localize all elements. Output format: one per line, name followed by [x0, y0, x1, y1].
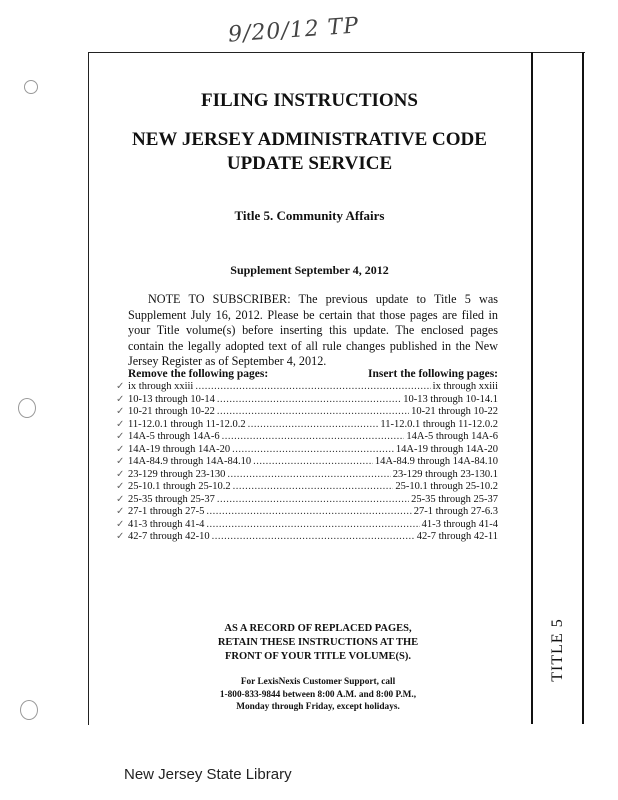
tab-divider — [531, 52, 533, 724]
table-header — [128, 368, 498, 380]
title-name: Title 5. Community Affairs — [234, 208, 385, 223]
insert-pages: 25-35 through 25-37 — [411, 493, 498, 505]
page-heading: FILING INSTRUCTIONS — [201, 90, 418, 111]
leader-dots — [195, 381, 430, 394]
handwritten-note: 9/20/12 TP — [227, 13, 360, 48]
insert-pages: 41-3 through 41-4 — [421, 518, 498, 530]
title-tab — [538, 610, 578, 690]
page-subheading — [88, 128, 531, 176]
leader-dots — [222, 431, 405, 444]
remove-pages: 14A-5 through 14A-6 — [128, 431, 220, 442]
leader-dots — [206, 519, 419, 532]
subheading-line: NEW JERSEY ADMINISTRATIVE CODE — [132, 129, 487, 150]
library-stamp: New Jersey State Library — [124, 766, 292, 783]
checkmark-icon: ✓ — [116, 418, 125, 430]
record-line: FRONT OF YOUR TITLE VOLUME(S). — [225, 651, 411, 662]
table-row — [116, 518, 498, 532]
checkmark-icon: ✓ — [116, 518, 125, 530]
table-row — [116, 493, 498, 507]
remove-pages: 42-7 through 42-10 — [128, 531, 210, 542]
table-row — [116, 531, 498, 544]
insert-pages: 23-129 through 23-130.1 — [392, 468, 498, 480]
table-row — [116, 406, 498, 419]
title-tab-label: TITLE 5 — [549, 618, 566, 682]
checkmark-icon: ✓ — [116, 393, 125, 405]
insert-header: Insert the following pages: — [367, 368, 498, 380]
leader-dots — [248, 419, 379, 432]
punch-hole-mark — [24, 80, 38, 94]
table-row — [116, 506, 498, 519]
customer-support-info — [168, 676, 468, 714]
remove-pages: 14A-84.9 through 14A-84.10 — [128, 456, 252, 467]
table-row — [116, 456, 498, 469]
leader-dots — [233, 481, 394, 494]
checkmark-icon: ✓ — [116, 506, 125, 517]
table-row — [116, 381, 498, 394]
leader-dots — [217, 394, 401, 407]
remove-pages: 10-21 through 10-22 — [128, 406, 215, 417]
remove-pages: 14A-19 through 14A-20 — [128, 443, 231, 455]
checkmark-icon: ✓ — [116, 431, 125, 442]
leader-dots — [212, 531, 415, 544]
support-line: 1-800-833-9844 between 8:00 A.M. and 8:00 P.M., — [219, 689, 417, 700]
insert-pages: 25-10.1 through 25-10.2 — [395, 481, 498, 492]
insert-pages: 14A-19 through 14A-20 — [395, 443, 498, 455]
insert-pages: 10-13 through 10-14.1 — [403, 393, 498, 405]
checkmark-icon: ✓ — [116, 443, 125, 455]
subscriber-note: NOTE TO SUBSCRIBER: The previous update to Title 5 was Supplement July 16, 2012. Please be certain that those pages are filed in your Title volume(s) before inserting this update. The enclosed pages contain the legally adopted text of all rule changes published in the New Jersey Register as of September 4, 2012. — [128, 292, 498, 368]
page-replacement-table — [116, 368, 498, 544]
table-row — [116, 418, 498, 432]
insert-pages: 27-1 through 27-6.3 — [413, 506, 498, 517]
support-line: Monday through Friday, except holidays. — [236, 702, 400, 712]
table-row — [116, 481, 498, 494]
record-line: RETAIN THESE INSTRUCTIONS AT THE — [217, 637, 419, 648]
punch-hole-mark — [20, 700, 38, 720]
remove-header: Remove the following pages: — [128, 368, 269, 380]
leader-dots — [253, 456, 373, 469]
leader-dots — [217, 494, 409, 507]
insert-pages: ix through xxiii — [432, 381, 498, 392]
remove-pages: 41-3 through 41-4 — [128, 518, 205, 530]
checkmark-icon: ✓ — [116, 456, 125, 467]
remove-pages: 25-10.1 through 25-10.2 — [128, 481, 231, 492]
checkmark-icon: ✓ — [116, 381, 125, 392]
checkmark-icon: ✓ — [116, 468, 125, 480]
record-instructions — [188, 622, 448, 664]
leader-dots — [232, 444, 394, 457]
subheading-line: UPDATE SERVICE — [226, 153, 393, 174]
table-row — [116, 431, 498, 444]
checkmark-icon: ✓ — [116, 493, 125, 505]
leader-dots — [227, 469, 390, 482]
record-line: AS A RECORD OF REPLACED PAGES, — [224, 623, 412, 634]
frame-edge — [582, 52, 584, 724]
remove-pages: 23-129 through 23-130 — [128, 468, 226, 480]
insert-pages: 14A-84.9 through 14A-84.10 — [374, 456, 498, 467]
insert-pages: 11-12.0.1 through 11-12.0.2 — [380, 418, 498, 430]
checkmark-icon: ✓ — [116, 531, 125, 542]
remove-pages: 25-35 through 25-37 — [128, 493, 215, 505]
insert-pages: 14A-5 through 14A-6 — [406, 431, 498, 442]
remove-pages: 10-13 through 10-14 — [128, 393, 215, 405]
table-row — [116, 468, 498, 482]
table-row — [116, 393, 498, 407]
insert-pages: 42-7 through 42-11 — [416, 531, 498, 542]
checkmark-icon: ✓ — [116, 481, 125, 492]
remove-pages: ix through xxiii — [128, 381, 194, 392]
supplement-date: Supplement September 4, 2012 — [230, 263, 389, 277]
table-row — [116, 443, 498, 457]
leader-dots — [206, 506, 411, 519]
leader-dots — [217, 406, 409, 419]
insert-pages: 10-21 through 10-22 — [411, 406, 498, 417]
checkmark-icon: ✓ — [116, 406, 125, 417]
punch-hole-mark — [18, 398, 36, 418]
remove-pages: 27-1 through 27-5 — [128, 506, 205, 517]
support-line: For LexisNexis Customer Support, call — [240, 677, 396, 687]
remove-pages: 11-12.0.1 through 11-12.0.2 — [128, 418, 246, 430]
